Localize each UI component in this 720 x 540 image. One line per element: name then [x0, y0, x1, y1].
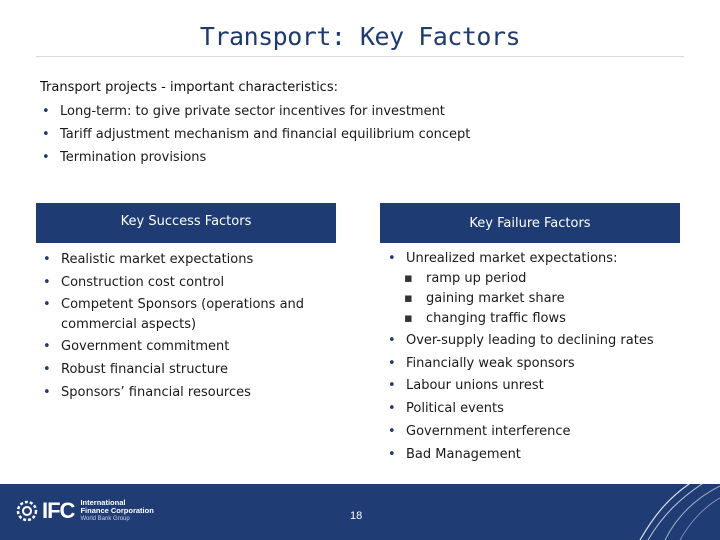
logo-line: International: [80, 498, 126, 507]
failure-sub-list-container: [386, 269, 686, 329]
logo-line: Finance Corporation: [80, 506, 154, 515]
ifc-logo: [16, 498, 154, 524]
failure-item: • Political events: [386, 399, 686, 419]
failure-item: • Labour unions unrest: [386, 376, 686, 396]
intro-list: [40, 104, 470, 173]
failure-sub-item: ▪ ramp up period: [386, 269, 686, 289]
intro-item: • Tariff adjustment mechanism and financial equilibrium concept: [40, 127, 470, 150]
success-item: • Government commitment: [41, 337, 341, 357]
decorative-lines: [620, 484, 720, 540]
failure-sub-item: ▪ changing traffic flows: [386, 309, 686, 329]
intro-item: • Termination provisions: [40, 150, 470, 173]
footer-bar: [0, 484, 720, 540]
title-divider: [36, 56, 684, 57]
failure-sub-item: ▪ gaining market share: [386, 289, 686, 309]
intro-heading: Transport projects - important characteristics:: [40, 80, 338, 95]
intro-item: • Long-term: to give private sector incentives for investment: [40, 104, 470, 127]
failure-item: • Government interference: [386, 422, 686, 442]
slide-title: Transport: Key Factors: [199, 22, 521, 51]
failure-item: • Financially weak sponsors: [386, 354, 686, 374]
failure-factors-list: [386, 249, 686, 465]
logo-line: World Bank Group: [80, 516, 130, 522]
failure-factors-header: Key Failure Factors: [380, 203, 680, 243]
success-item: • Robust financial structure: [41, 360, 341, 380]
success-item: • Sponsors’ financial resources: [41, 383, 341, 403]
logo-abbr: IFC: [42, 498, 75, 523]
success-item: • Realistic market expectations: [41, 250, 341, 270]
failure-item: • Bad Management: [386, 445, 686, 465]
success-item: • Competent Sponsors (operations and commercial aspects): [41, 295, 311, 335]
success-factors-header: Key Success Factors: [36, 203, 336, 243]
success-factors-list: [41, 250, 341, 403]
success-item: • Construction cost control: [41, 273, 341, 293]
failure-sub-list: [386, 269, 686, 329]
failure-item: • Over-supply leading to declining rates: [386, 331, 686, 351]
failure-item: • Unrealized market expectations:: [386, 249, 686, 269]
globe-icon: [16, 500, 38, 522]
logo-text: [80, 499, 153, 523]
page-number: 18: [350, 510, 363, 522]
